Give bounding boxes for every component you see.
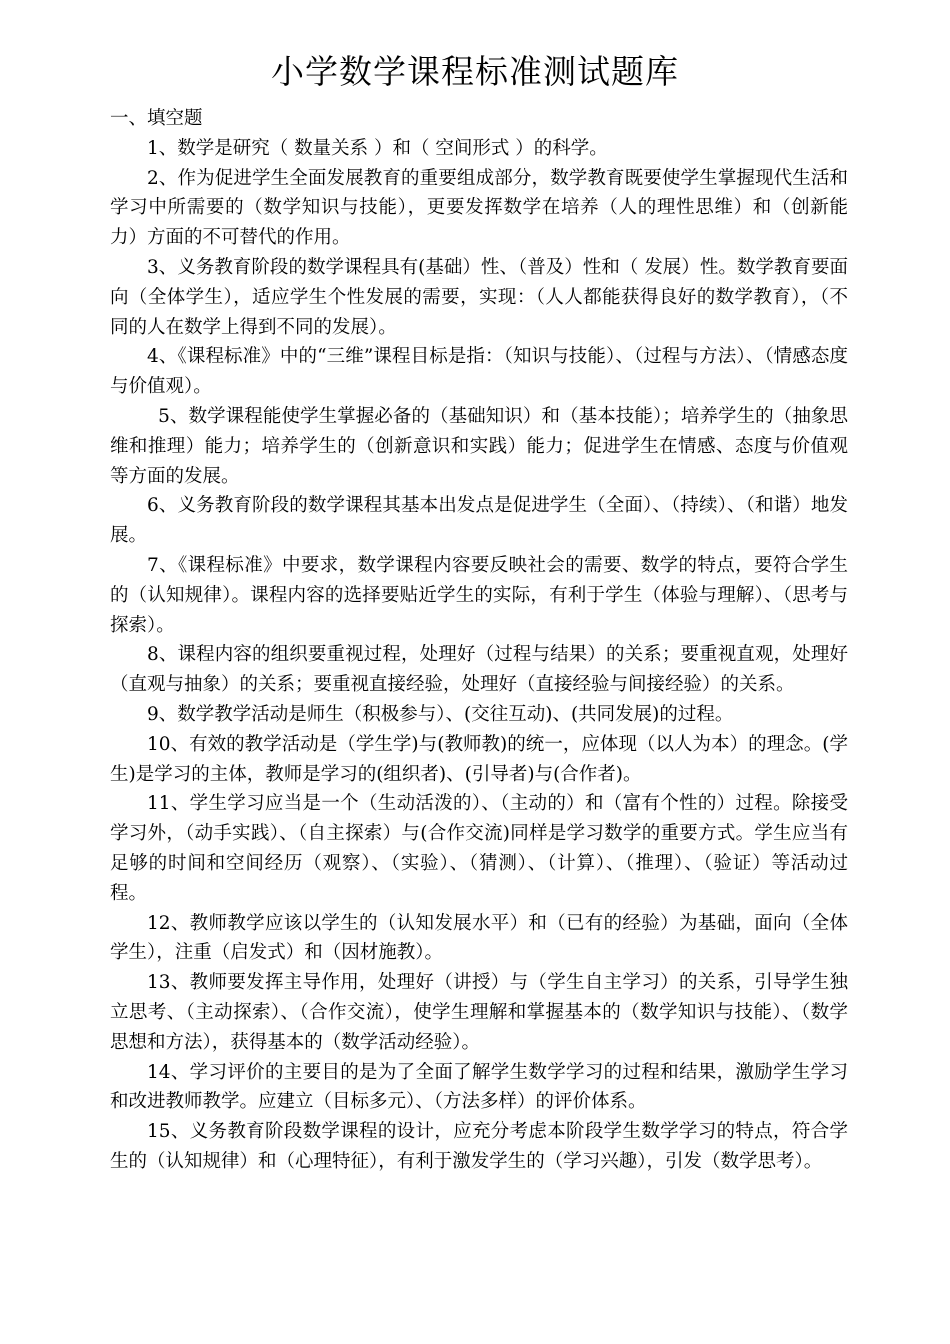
question-6: 6、义务教育阶段的数学课程其基本出发点是促进学生（全面）、（持续）、（和谐）地发展。 [110, 495, 848, 547]
question-13: 13、教师要发挥主导作用，处理好（讲授）与（学生自主学习）的关系，引导学生独立思考、（主动探索）、（合作交流），使学生理解和掌握基本的（数学知识与技能）、（数学思想和方法），获得基本的（数学活动经验）。 [110, 972, 848, 1053]
question-9: 9、数学教学活动是师生（积极参与）、(交往互动)、(共同发展)的过程。 [147, 703, 734, 725]
question-15: 15、义务教育阶段数学课程的设计，应充分考虑本阶段学生数学学习的特点，符合学生的（认知规律）和（心理特征），有利于激发学生的（学习兴趣），引发（数学思考）。 [110, 1121, 848, 1172]
question-12: 12、教师教学应该以学生的（认知发展水平）和（已有的经验）为基础，面向（全体学生），注重（启发式）和（因材施教）。 [110, 912, 848, 964]
question-14: 14、学习评价的主要目的是为了全面了解学生数学学习的过程和结果，激励学生学习和改进教师教学。应建立（目标多元）、（方法多样）的评价体系。 [110, 1061, 848, 1113]
question-3: 3、义务教育阶段的数学课程具有(基础）性、（普及）性和（ 发展）性。数学教育要面向（全体学生），适应学生个性发展的需要，实现：（人人都能获得良好的数学教育），（不同的人在数学上得到不同的发展）。 [110, 256, 848, 338]
question-7: 7、《课程标准》中要求，数学课程内容要反映社会的需要、数学的特点，要符合学生的（认知规律）。课程内容的选择要贴近学生的实际，有利于学生（体验与理解）、（思考与探索）。 [110, 554, 848, 636]
question-10: 10、有效的教学活动是（学生学)与(教师教)的统一，应体现（以人为本）的理念。(学生)是学习的主体，教师是学习的(组织者)、(引导者)与(合作者)。 [110, 733, 848, 785]
section-heading: 一、填空题 [110, 108, 203, 129]
question-1: 1、数学是研究（ 数量关系 ）和（ 空间形式 ）的科学。 [147, 137, 608, 159]
question-11: 11、学生学习应当是一个（生动活泼的）、（主动的）和（富有个性的）过程。除接受学习外，（动手实践）、（自主探索）与(合作交流)同样是学习数学的重要方式。学生应当有足够的时间和空间经历（观察）、（实验）、（猜测）、（计算）、（推理）、（验证）等活动过程。 [110, 793, 848, 904]
question-8: 8、课程内容的组织要重视过程，处理好（过程与结果）的关系；要重视直观，处理好（直观与抽象）的关系；要重视直接经验，处理好（直接经验与间接经验）的关系。 [110, 644, 848, 696]
document-title: 小学数学课程标准测试题库 [271, 52, 679, 91]
question-2: 2、作为促进学生全面发展教育的重要组成部分，数学教育既要使学生掌握现代生活和学习中所需要的（数学知识与技能），更要发挥数学在培养（人的理性思维）和（创新能力）方面的不可替代的作用。 [110, 167, 848, 249]
document-body [110, 104, 848, 1177]
question-4: 4、《课程标准》中的“三维”课程目标是指：（知识与技能）、（过程与方法）、（情感态度与价值观）。 [110, 346, 848, 398]
question-5: 5、数学课程能使学生掌握必备的（基础知识）和（基本技能）；培养学生的（抽象思维和推理）能力；培养学生的（创新意识和实践）能力；促进学生在情感、态度与价值观等方面的发展。 [110, 405, 848, 487]
